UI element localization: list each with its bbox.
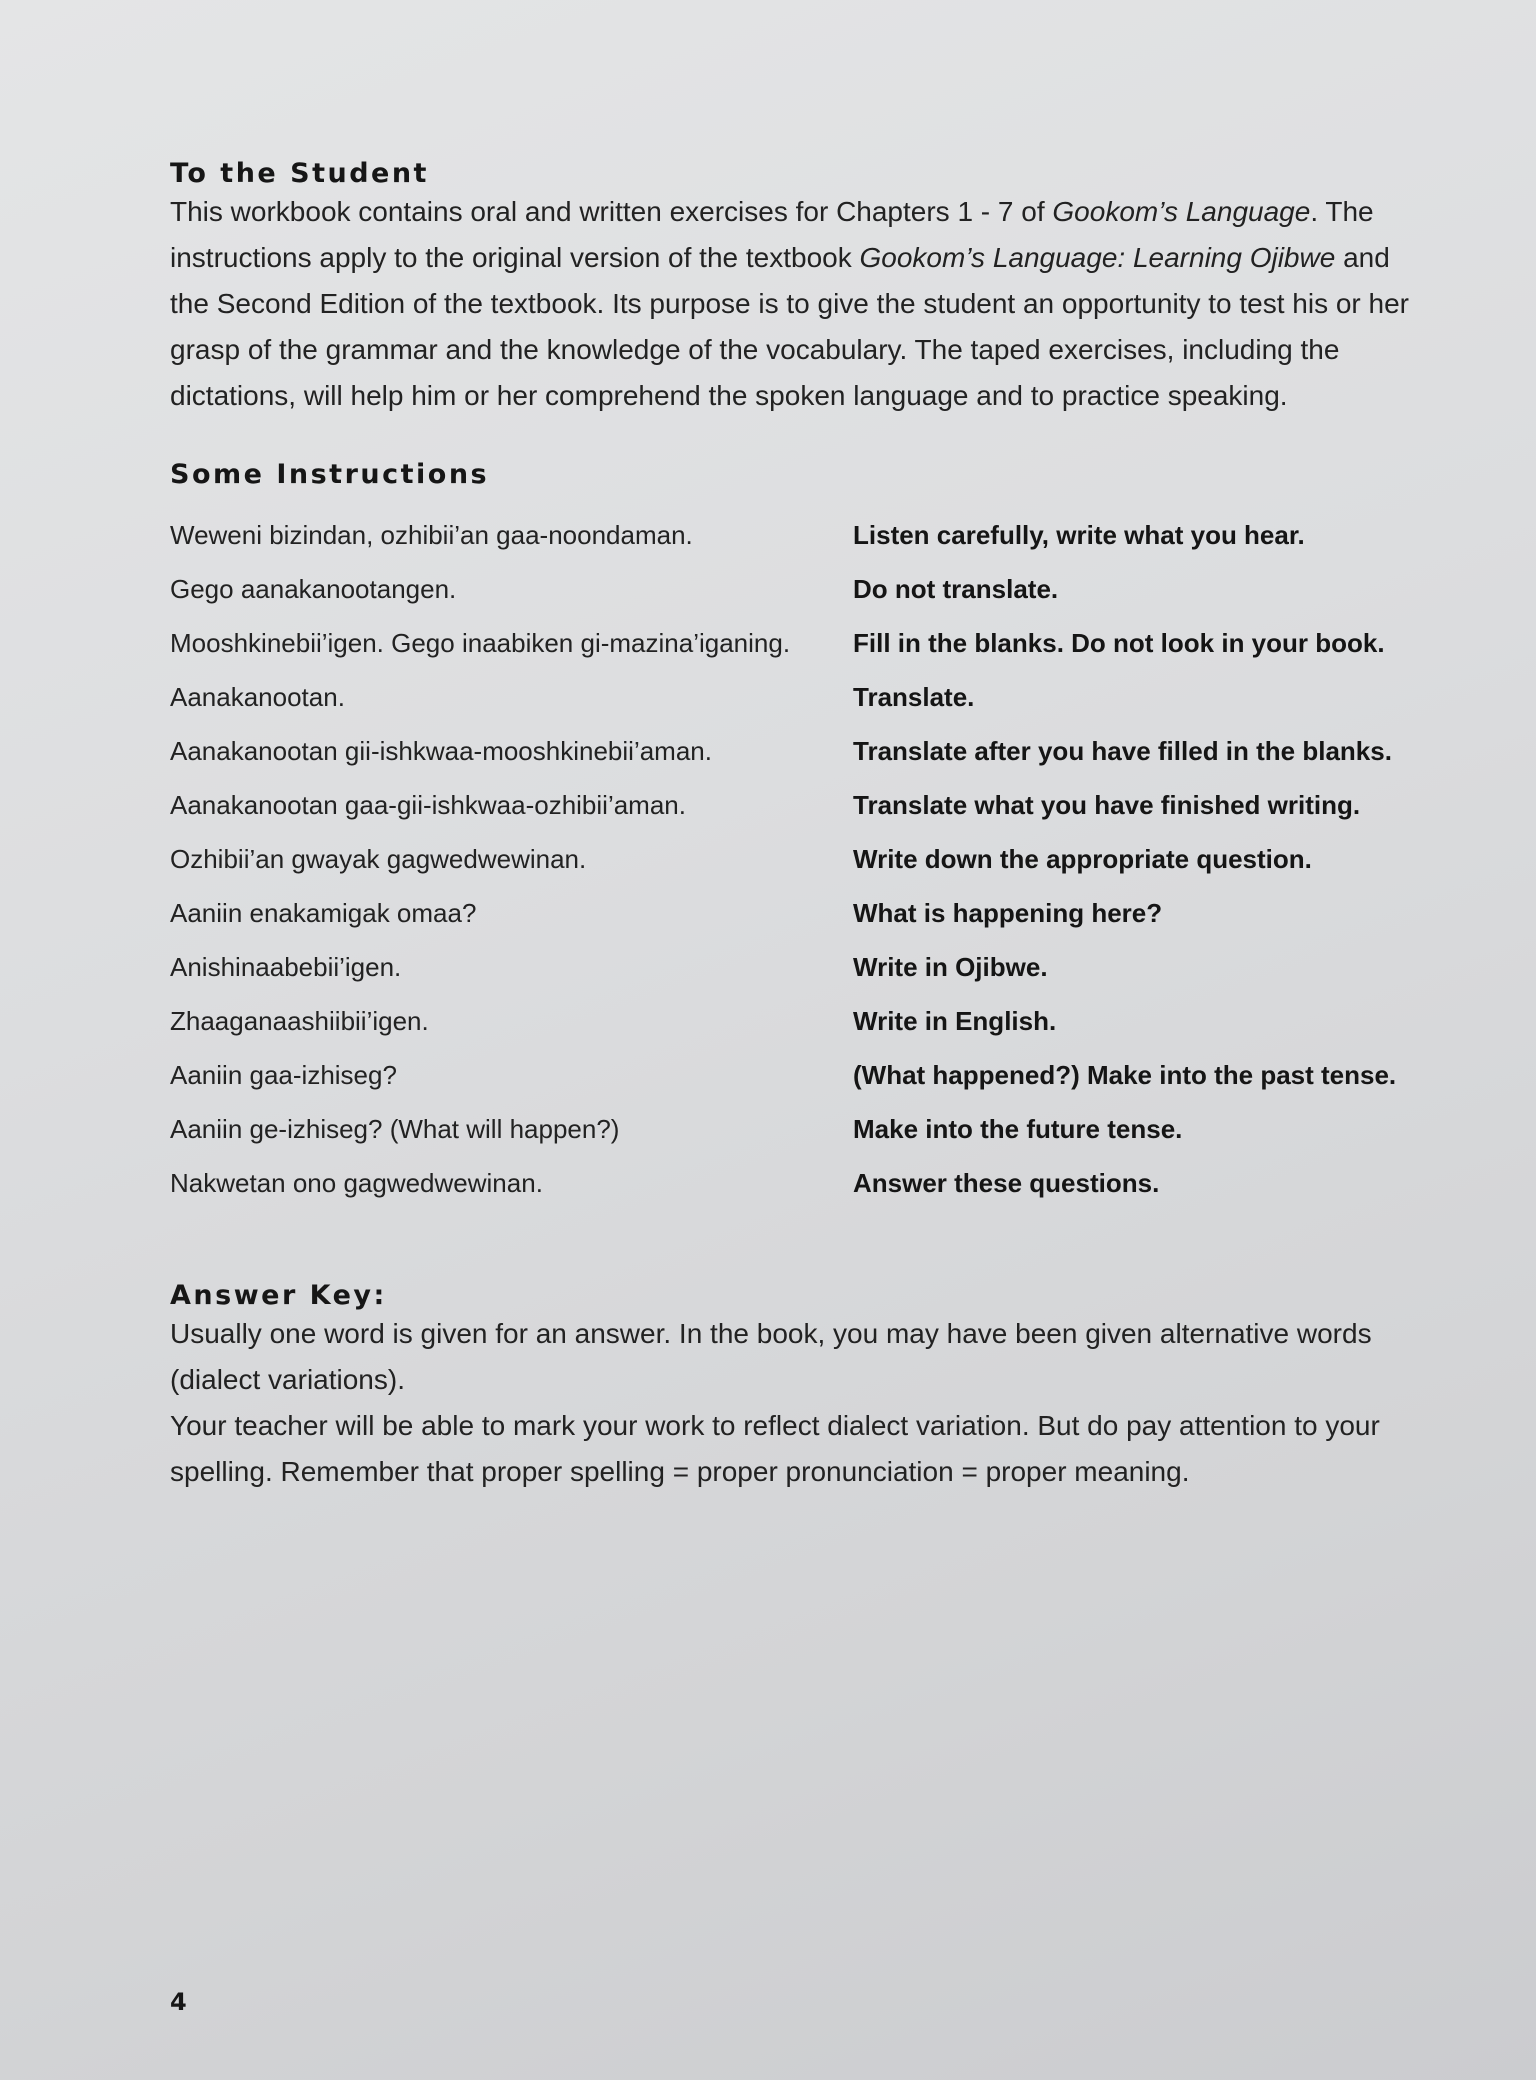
answer-key-paragraph-1: Usually one word is given for an answer. In the book, you may have been given alternative words (dialect variations). [170,1318,1372,1395]
instruction-english: Translate what you have finished writing. [853,789,1361,820]
instruction-ojibwe: Anishinaabebii’igen. [170,951,402,982]
intro-text-start: This workbook contains oral and written exercises for Chapters 1 - 7 of [170,196,1053,227]
page-content [170,158,1420,1495]
instruction-english: Make into the future tense. [853,1113,1183,1144]
instruction-row [170,994,1420,1048]
instruction-row [170,1156,1420,1210]
instruction-english: Translate after you have filled in the blanks. [853,735,1392,766]
instruction-ojibwe: Aaniin enakamigak omaa? [170,897,477,928]
to-the-student-paragraph [170,189,1420,419]
instruction-ojibwe: Aanakanootan gii-ishkwaa-mooshkinebii’aman. [170,735,712,766]
instruction-row [170,508,1420,562]
instruction-ojibwe: Gego aanakanootangen. [170,573,457,604]
instruction-row [170,886,1420,940]
instruction-ojibwe: Ozhibii’an gwayak gagwedwewinan. [170,843,587,874]
instruction-ojibwe: Mooshkinebii’igen. Gego inaabiken gi-mazina’iganing. [170,627,791,658]
instruction-row [170,832,1420,886]
answer-key-heading: Answer Key: [170,1280,387,1311]
instruction-english: Answer these questions. [853,1167,1160,1198]
answer-key-paragraph-2: Your teacher will be able to mark your work to reflect dialect variation. But do pay attention to your spelling. Remember that proper spelling = proper pronunciation = proper meaning. [170,1410,1380,1487]
instruction-row [170,616,1420,670]
instruction-row [170,670,1420,724]
instruction-english: Translate. [853,681,975,712]
instruction-row [170,562,1420,616]
instruction-ojibwe: Aanakanootan gaa-gii-ishkwaa-ozhibii’aman. [170,789,686,820]
instructions-heading: Some Instructions [170,459,490,490]
instruction-english: Fill in the blanks. Do not look in your book. [853,627,1385,658]
intro-text-middle: . The instructions apply to the original version of the textbook [170,196,1374,273]
instruction-ojibwe: Aanakanootan. [170,681,345,712]
instruction-ojibwe: Aaniin ge-izhiseg? (What will happen?) [170,1113,620,1144]
instruction-row [170,1102,1420,1156]
instruction-row [170,1048,1420,1102]
instruction-english: Do not translate. [853,573,1059,604]
instruction-english: Write in English. [853,1005,1057,1036]
instruction-english: Write in Ojibwe. [853,951,1048,982]
page-number: 4 [170,1988,187,2016]
instruction-row [170,724,1420,778]
instructions-list [170,508,1420,1210]
instruction-english: What is happening here? [853,897,1163,928]
instruction-ojibwe: Nakwetan ono gagwedwewinan. [170,1167,543,1198]
instruction-english: (What happened?) Make into the past tense. [853,1059,1397,1090]
instruction-english: Write down the appropriate question. [853,843,1312,874]
book-full-title: Gookom’s Language: Learning Ojibwe [859,242,1336,273]
instruction-row [170,778,1420,832]
instruction-ojibwe: Zhaaganaashiibii’igen. [170,1005,429,1036]
instruction-english: Listen carefully, write what you hear. [853,519,1305,550]
book-title: Gookom’s Language [1052,196,1311,227]
to-the-student-heading: To the Student [170,158,429,189]
instruction-row [170,940,1420,994]
instruction-ojibwe: Weweni bizindan, ozhibii’an gaa-noondaman. [170,519,693,550]
intro-text-end: and the Second Edition of the textbook. Its purpose is to give the student an opportunity to test his or her grasp of the grammar and the knowledge of the vocabulary. The taped exercises, including the dictations, will help him or her comprehend the spoken language and to practice speaking. [170,242,1409,411]
instruction-ojibwe: Aaniin gaa-izhiseg? [170,1059,397,1090]
